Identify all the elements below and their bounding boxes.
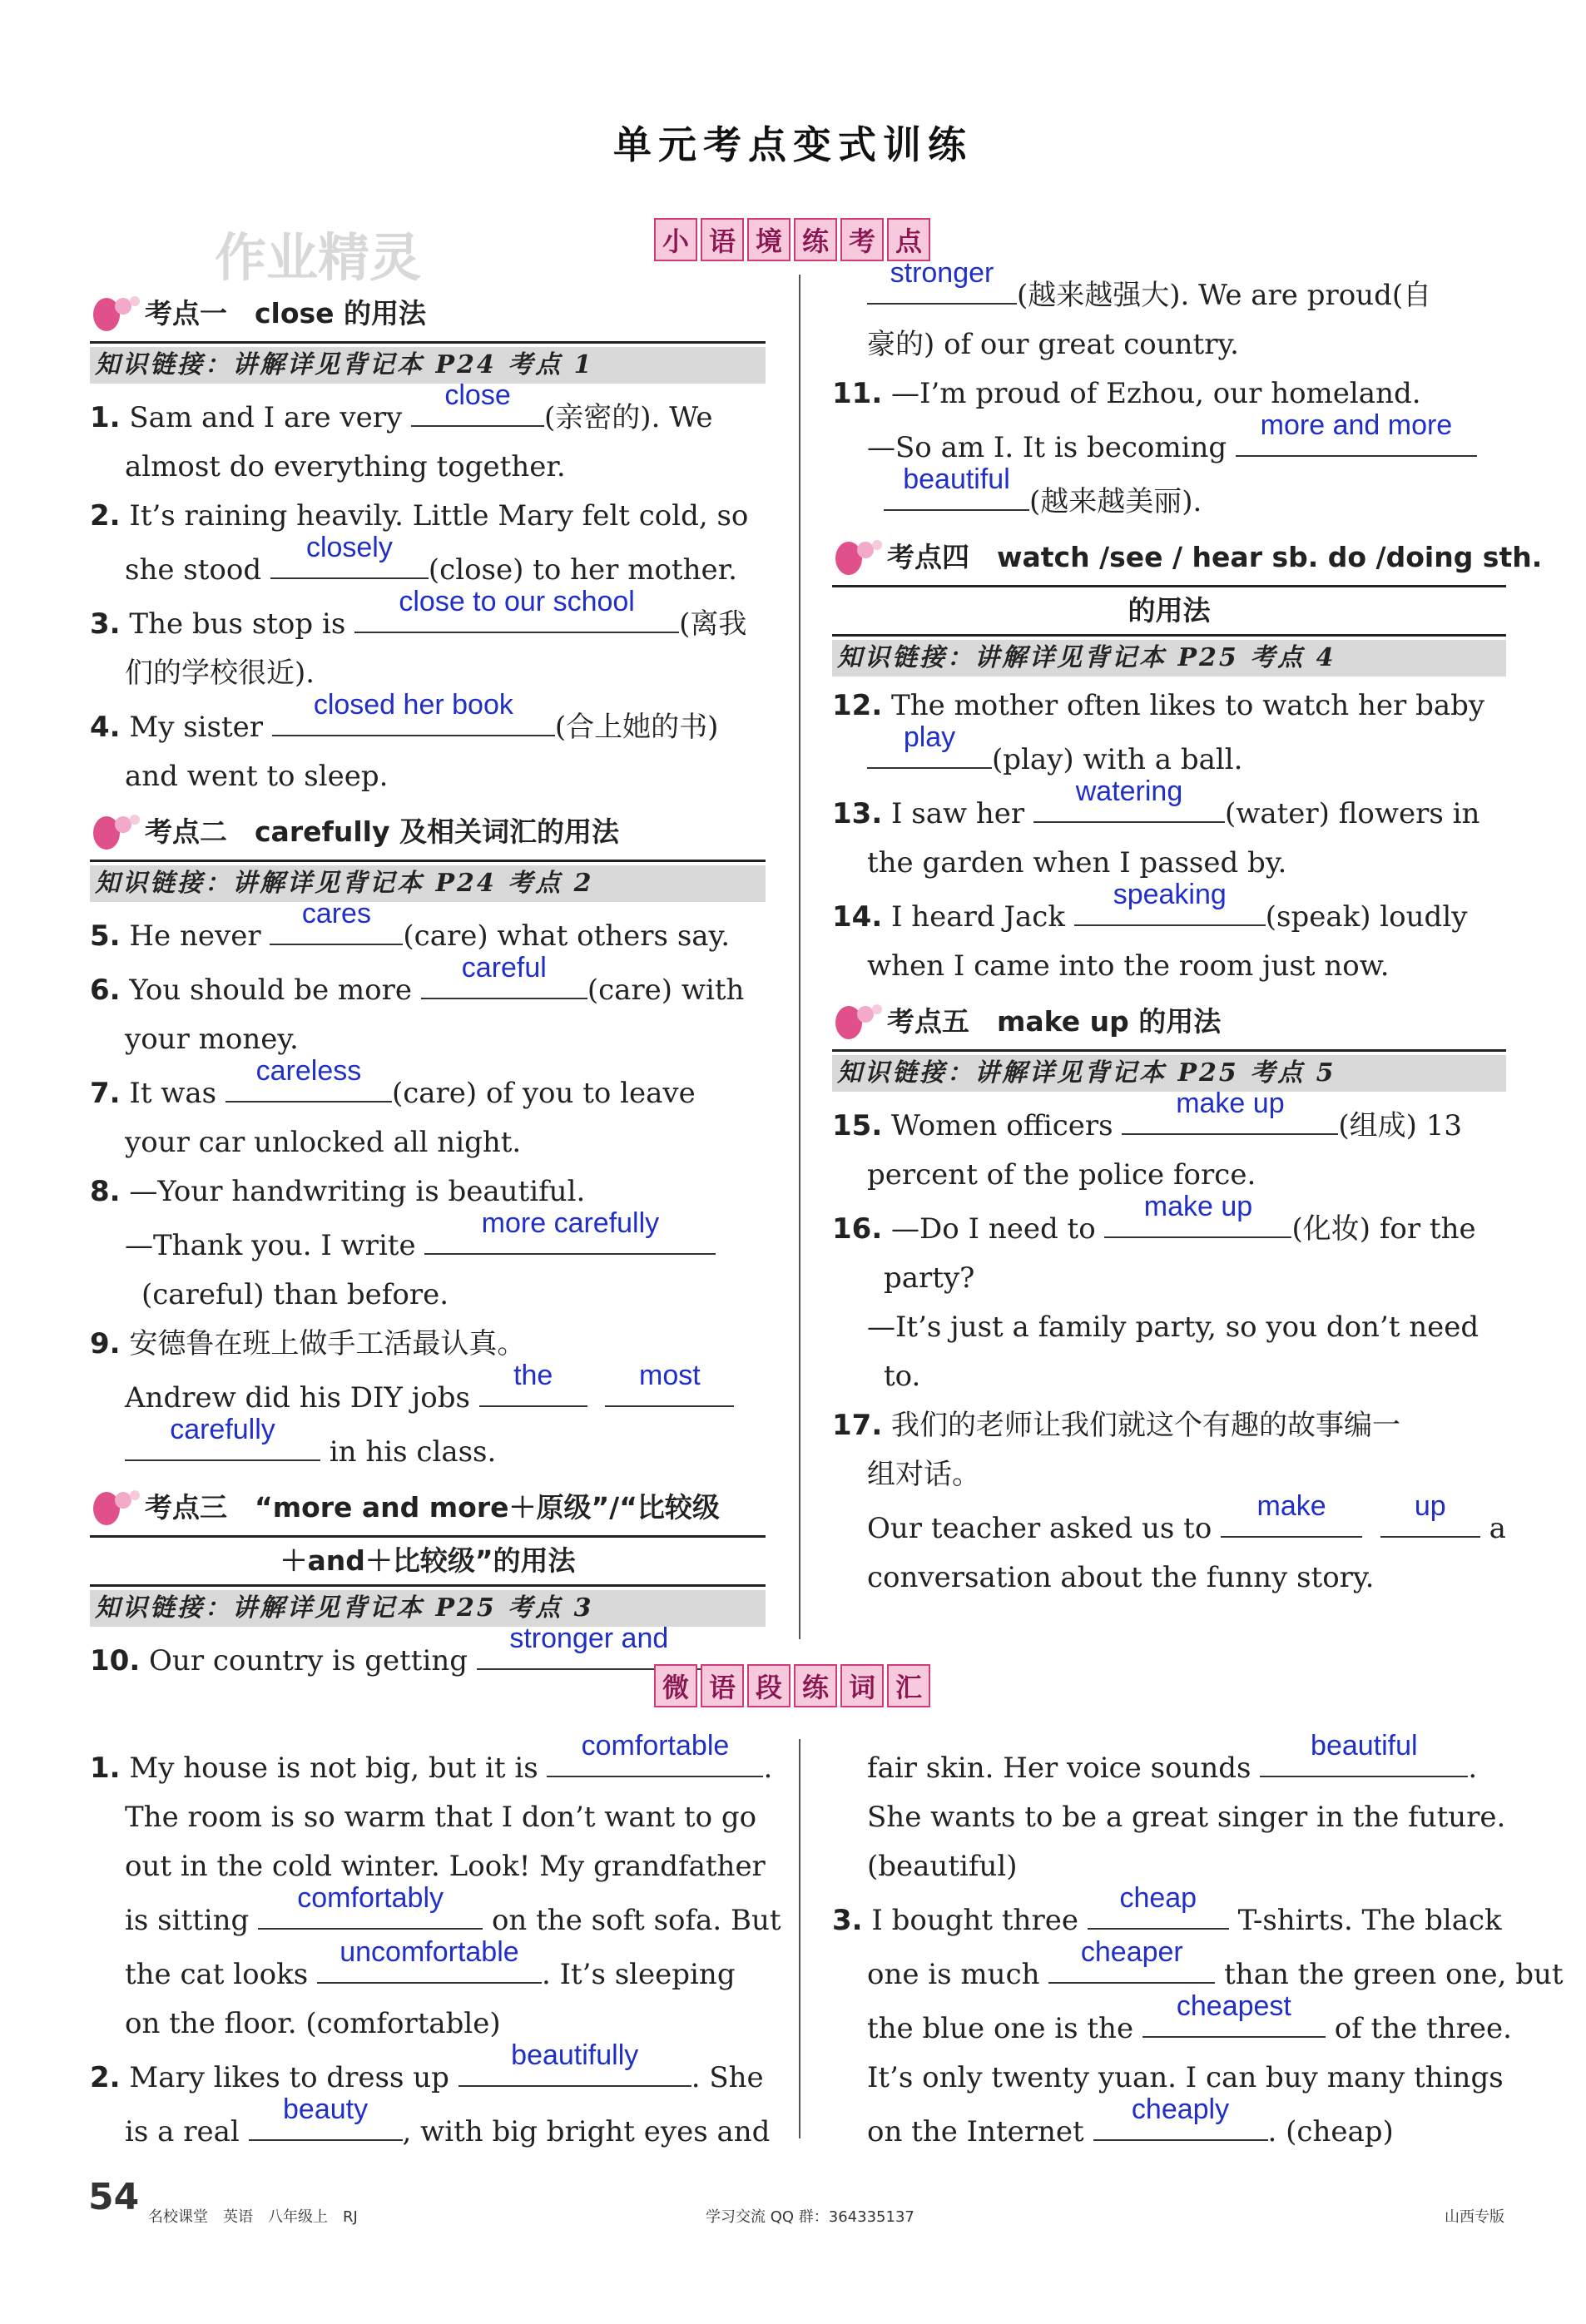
- section-head-4: [832, 532, 1543, 587]
- q15-line2: percent of the police force.: [867, 1158, 1256, 1192]
- answer: cheapest: [1176, 1990, 1291, 2022]
- q-text: (亲密的). We: [544, 401, 713, 434]
- q-text: Our teacher asked us to: [867, 1512, 1212, 1545]
- section-title: 考点五 make up 的用法: [887, 1005, 1222, 1038]
- section-head-1: [90, 288, 766, 344]
- answer: watering: [1075, 775, 1183, 807]
- column-divider-2: [799, 1739, 800, 2138]
- p2-line4: She wants to be a great singer in the future.: [867, 1801, 1506, 1834]
- q-number: 7.: [90, 1077, 121, 1110]
- answer: cares: [301, 898, 371, 929]
- watermark: 作业精灵: [215, 227, 422, 288]
- q-number: 15.: [832, 1109, 883, 1142]
- knowledge-link: 知识链接：讲解详见背记本 P24 考点 2: [90, 865, 766, 902]
- brush-icon: [90, 291, 141, 336]
- q-text: (care) what others say.: [403, 919, 731, 953]
- q-text: The mother often likes to watch her baby: [891, 689, 1485, 722]
- brush-icon: [832, 535, 884, 580]
- answer-blank: [125, 1414, 320, 1461]
- answer: cheaper: [1080, 1936, 1183, 1968]
- answer: careless: [255, 1055, 362, 1087]
- answer: stronger and: [509, 1623, 669, 1654]
- q11-line3: [832, 463, 1506, 527]
- q-number: 4.: [90, 711, 121, 744]
- lower-left-column: [90, 1730, 781, 2157]
- q-text: (越来越美丽).: [1029, 485, 1202, 518]
- q-text: (化妆) for the: [1291, 1212, 1476, 1246]
- q-number: 17.: [832, 1409, 883, 1442]
- answer-blank: [458, 2039, 691, 2087]
- q-number: 10.: [90, 1644, 141, 1677]
- q-text: (组成) 13: [1338, 1109, 1463, 1142]
- q-text: (合上她的书): [554, 711, 719, 744]
- q6-line2: your money.: [125, 1023, 299, 1056]
- p3-line5: [832, 2094, 1506, 2157]
- q4-line2: and went to sleep.: [125, 760, 389, 793]
- right-column: [832, 257, 1543, 1603]
- knowledge-link: 知识链接：讲解详见背记本 P25 考点 3: [90, 1590, 766, 1627]
- edition-label: 山西专版: [1445, 2208, 1504, 2226]
- q-text: the cat looks: [125, 1958, 309, 1991]
- q-text: Our country is getting: [149, 1644, 468, 1677]
- q-text: 安德鲁在班上做手工活最认真。: [129, 1327, 526, 1360]
- section-head-5: [832, 996, 1506, 1052]
- column-divider: [799, 275, 800, 1639]
- p1-line2: The room is so warm that I don’t want to go: [125, 1801, 757, 1834]
- answer: speaking: [1113, 879, 1227, 910]
- answer-blank: [1074, 879, 1266, 926]
- q-text: . (cheap): [1267, 2115, 1394, 2148]
- q-text: I bought three: [871, 1904, 1078, 1937]
- answer: cheaply: [1131, 2094, 1230, 2125]
- q-text: He never: [129, 919, 261, 953]
- answer: make up: [1143, 1191, 1253, 1222]
- q-text: Mary likes to dress up: [129, 2061, 449, 2094]
- q-text: I heard Jack: [891, 900, 1065, 934]
- q-number: 3.: [832, 1904, 863, 1937]
- q-text: (play) with a ball.: [992, 743, 1243, 776]
- banner-char: 语: [701, 1664, 744, 1707]
- q-text: she stood: [125, 553, 262, 587]
- q-text: is a real: [125, 2115, 240, 2148]
- p1-line1: 1. My house is not big, but it is comfortable .: [90, 1739, 766, 1793]
- answer: closely: [305, 532, 393, 563]
- answer-blank: [270, 532, 429, 579]
- banner-weiyuduan: [654, 1664, 930, 1707]
- q-number: 13.: [832, 797, 883, 830]
- answer-blank: [1104, 1191, 1291, 1238]
- p3-line3: [832, 1990, 1512, 2054]
- q-text: I saw her: [891, 797, 1025, 830]
- q-text: on the Internet: [867, 2115, 1084, 2148]
- answer-blank: [1048, 1936, 1215, 1984]
- q-number: 5.: [90, 919, 121, 953]
- q-text: (care) of you to leave: [391, 1077, 696, 1110]
- answer-blank: [867, 257, 1017, 305]
- q-text: —So am I. It is becoming: [867, 431, 1227, 464]
- q-text: (speak) loudly: [1265, 900, 1468, 934]
- banner-char: 练: [794, 218, 837, 261]
- q14-line2: when I came into the room just now.: [867, 949, 1390, 983]
- banner-char: 考: [840, 218, 884, 261]
- q8-line2: [90, 1207, 766, 1271]
- answer-blank: [1093, 2094, 1268, 2141]
- answer: the: [513, 1360, 553, 1391]
- q-number: 2.: [90, 2061, 121, 2094]
- q-text: fair skin. Her voice sounds: [867, 1752, 1251, 1785]
- q15-line1: [832, 1088, 1506, 1151]
- q-text: Andrew did his DIY jobs: [125, 1381, 470, 1415]
- answer-blank: [249, 2094, 403, 2141]
- q-text: It’s raining heavily. Little Mary felt cold, so: [129, 499, 749, 533]
- answer: beautiful: [1311, 1730, 1418, 1762]
- brush-icon: [90, 1485, 141, 1530]
- section-title: 考点一 close 的用法: [145, 297, 427, 330]
- banner-char: 练: [794, 1664, 837, 1707]
- answer: play: [903, 721, 956, 753]
- q8-line3: (careful) than before.: [141, 1278, 449, 1311]
- answer-blank: [1236, 409, 1477, 457]
- answer-blank: [421, 952, 587, 999]
- banner-char: 段: [747, 1664, 791, 1707]
- section-title: 考点四 watch /see / hear sb. do /doing sth.: [887, 541, 1543, 573]
- q-text: than the green one, but: [1224, 1958, 1564, 1991]
- q-text: It was: [129, 1077, 217, 1110]
- q-number: 1.: [90, 1752, 121, 1785]
- answer: make up: [1176, 1088, 1285, 1119]
- q-number: 14.: [832, 900, 883, 934]
- book-info: 名校课堂 英语 八年级上 RJ: [148, 2208, 358, 2226]
- q-text: the blue one is the: [867, 2012, 1134, 2045]
- answer-blank: [272, 689, 555, 736]
- q17-line1: [832, 1401, 1506, 1450]
- answer-blank: [354, 586, 679, 633]
- q-text: is sitting: [125, 1904, 250, 1937]
- answer-blank: [258, 1882, 483, 1930]
- answer-blank: [479, 1360, 587, 1407]
- q-text: The bus stop is: [129, 607, 346, 641]
- p1-line5: [90, 1936, 766, 1999]
- q-text: a: [1489, 1512, 1506, 1545]
- answer-blank: [270, 898, 403, 945]
- q-number: 2.: [90, 499, 121, 533]
- answer: up: [1414, 1490, 1446, 1522]
- p3-line4: It’s only twenty yuan. I can buy many things: [867, 2061, 1504, 2094]
- answer-blank: [1088, 1882, 1229, 1930]
- q10-line2: [832, 257, 1506, 320]
- answer: comfortably: [297, 1882, 444, 1914]
- p2-line3: fair skin. Her voice sounds beautiful .: [832, 1739, 1506, 1793]
- q-text: —Your handwriting is beautiful.: [129, 1175, 586, 1208]
- q-text: (离我: [679, 607, 747, 641]
- q16-line1: [832, 1191, 1506, 1254]
- q17-line4: conversation about the funny story.: [867, 1561, 1375, 1594]
- p1-line6: on the floor. (comfortable): [125, 2007, 501, 2040]
- answer: make: [1256, 1490, 1326, 1522]
- q-text: (water) flowers in: [1225, 797, 1480, 830]
- q-text: (越来越强大). We are proud(自: [1017, 279, 1432, 312]
- q16-line3: —It’s just a family party, so you don’t need: [867, 1311, 1479, 1344]
- q-text: Women officers: [891, 1109, 1113, 1142]
- answer: uncomfortable: [340, 1936, 519, 1968]
- q-text: —I’m proud of Ezhou, our homeland.: [891, 377, 1421, 410]
- answer-blank: [1380, 1490, 1480, 1538]
- q10-line3: 豪的) of our great country.: [867, 328, 1239, 361]
- section-title: 考点二 carefully 及相关词汇的用法: [145, 815, 619, 848]
- answer: careful: [461, 952, 547, 984]
- q-text: (care) with: [587, 974, 745, 1007]
- answer: cheap: [1119, 1882, 1197, 1914]
- p1-line3: out in the cold winter. Look! My grandfather: [125, 1850, 766, 1883]
- answer-blank: [226, 1055, 392, 1103]
- qq-group: 学习交流 QQ 群：364335137: [706, 2208, 914, 2226]
- q7-line1: [90, 1055, 766, 1118]
- q17-line3: [832, 1490, 1506, 1553]
- page-title: 单元考点变式训练: [613, 122, 973, 167]
- q13-line1: [832, 775, 1506, 839]
- q-number: 3.: [90, 607, 121, 641]
- answer: close: [444, 379, 511, 411]
- answer: most: [639, 1360, 701, 1391]
- q16-line4: to.: [884, 1360, 921, 1393]
- q1-line1: [90, 379, 766, 443]
- lower-right-column: [832, 1730, 1564, 2157]
- brush-icon: [90, 810, 141, 855]
- answer-blank: [424, 1207, 716, 1255]
- banner-char: 语: [701, 218, 744, 261]
- answer-blank: [867, 721, 992, 769]
- brush-icon: [832, 999, 884, 1044]
- q-text: . She: [691, 2061, 764, 2094]
- left-column: [90, 283, 766, 1686]
- answer-blank: [1221, 1490, 1362, 1538]
- banner-char: 词: [840, 1664, 884, 1707]
- p2-line2: [90, 2094, 771, 2157]
- q7-line2: your car unlocked all night.: [125, 1126, 522, 1159]
- q4-line1: [90, 689, 766, 752]
- q3-line2: 们的学校很近).: [125, 657, 315, 690]
- q-text: —Thank you. I write: [125, 1229, 416, 1262]
- answer-blank: [1033, 775, 1225, 823]
- page-number: 54: [88, 2176, 140, 2218]
- q-text: one is much: [867, 1958, 1040, 1991]
- q-text: Sam and I are very: [129, 401, 403, 434]
- q-number: 6.: [90, 974, 121, 1007]
- section-title-cont: 的用法: [832, 587, 1506, 637]
- answer-blank: [1142, 1990, 1326, 2038]
- q3-line1: [90, 586, 766, 649]
- answer: carefully: [170, 1414, 275, 1445]
- q-text: You should be more: [129, 974, 412, 1007]
- q6-line1: [90, 952, 766, 1015]
- q-number: 12.: [832, 689, 883, 722]
- q-text: —Do I need to: [891, 1212, 1096, 1246]
- knowledge-link: 知识链接：讲解详见背记本 P25 考点 5: [832, 1055, 1506, 1092]
- q-number: 16.: [832, 1212, 883, 1246]
- q-text: 我们的老师让我们就这个有趣的故事编一: [891, 1409, 1401, 1442]
- section-head-3: [90, 1482, 766, 1538]
- answer-blank: [317, 1936, 542, 1984]
- answer: beautiful: [903, 463, 1010, 495]
- q-number: 8.: [90, 1175, 121, 1208]
- q17-line2: 组对话。: [867, 1458, 980, 1491]
- q-text: on the soft sofa. But: [491, 1904, 781, 1937]
- answer: more carefully: [481, 1207, 660, 1239]
- answer-blank: [884, 463, 1029, 511]
- banner-char: 点: [887, 218, 930, 261]
- answer-blank: [1122, 1088, 1338, 1135]
- q-text: T-shirts. The black: [1237, 1904, 1502, 1937]
- q14-line1: [832, 879, 1506, 942]
- p2-line5: (beautiful): [867, 1850, 1018, 1883]
- q-text: (close) to her mother.: [428, 553, 737, 587]
- q16-line2: party?: [884, 1261, 975, 1295]
- answer: stronger: [890, 257, 994, 289]
- answer-blank: [605, 1360, 734, 1407]
- section-title-cont: ＋and＋比较级”的用法: [90, 1538, 766, 1587]
- q-text: . It’s sleeping: [541, 1958, 736, 1991]
- q-text: , with big bright eyes and: [402, 2115, 771, 2148]
- q-number: 11.: [832, 377, 883, 410]
- answer: closed her book: [313, 689, 513, 721]
- banner-char: 汇: [887, 1664, 930, 1707]
- banner-char: 微: [654, 1664, 697, 1707]
- answer: close to our school: [399, 586, 635, 617]
- answer: comfortable: [581, 1730, 730, 1762]
- q-number: 9.: [90, 1327, 121, 1360]
- q1-line2: almost do everything together.: [125, 450, 566, 483]
- q9-line3: [90, 1414, 766, 1477]
- q-text: My sister: [129, 711, 264, 744]
- q-text: My house is not big, but it is: [129, 1752, 538, 1785]
- q-text: of the three.: [1334, 2012, 1512, 2045]
- answer: beautifully: [511, 2039, 639, 2071]
- p2-line1: [90, 2039, 766, 2103]
- knowledge-link: 知识链接：讲解详见背记本 P24 考点 1: [90, 347, 766, 384]
- banner-char: 境: [747, 218, 791, 261]
- q-text: in his class.: [329, 1435, 497, 1469]
- q-number: 1.: [90, 401, 121, 434]
- answer-blank: [547, 1730, 763, 1777]
- q13-line2: the garden when I passed by.: [867, 846, 1287, 880]
- answer: more and more: [1260, 409, 1453, 441]
- answer-blank: [411, 379, 544, 427]
- answer: beauty: [283, 2094, 369, 2125]
- section-head-2: [90, 806, 766, 862]
- section-title: 考点三 “more and more＋原级”/“比较级: [145, 1491, 720, 1524]
- banner-char: 小: [654, 218, 697, 261]
- answer-blank: [1260, 1730, 1468, 1777]
- knowledge-link: 知识链接：讲解详见背记本 P25 考点 4: [832, 640, 1506, 676]
